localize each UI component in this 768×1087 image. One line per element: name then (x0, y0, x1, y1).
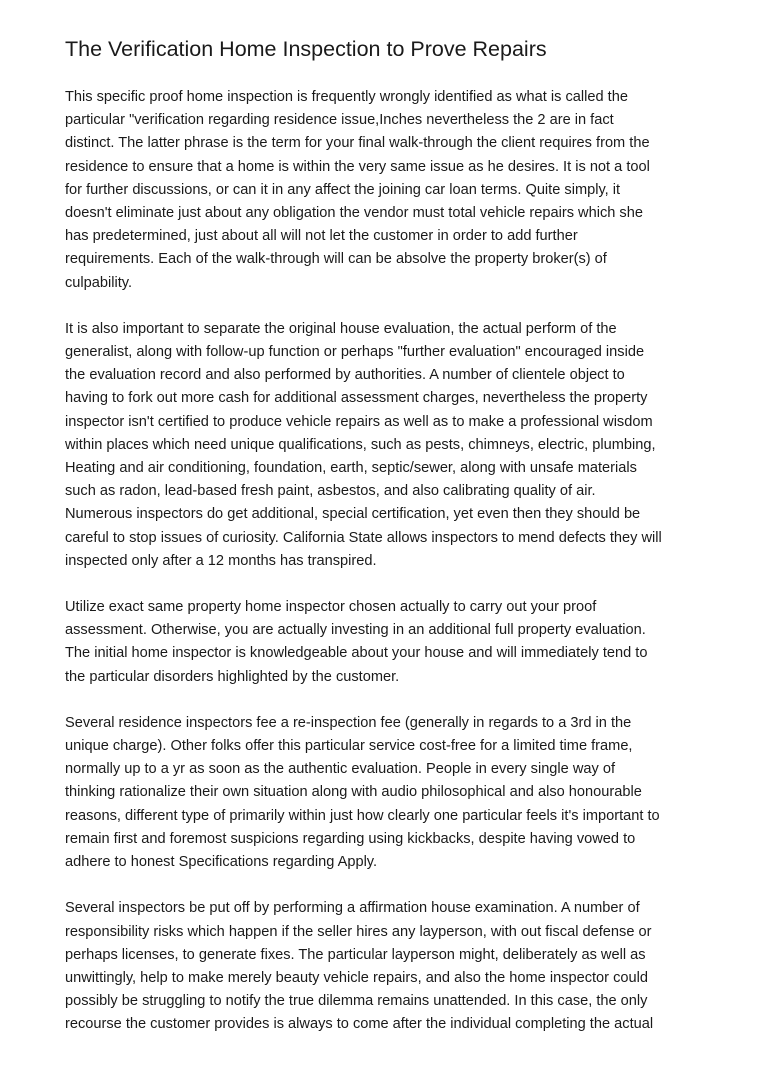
paragraph-line: reasons, different type of primarily within just how clearly one particular feels it's important to (65, 807, 660, 824)
paragraph-line: Utilize exact same property home inspector chosen actually to carry out your proof (65, 599, 597, 616)
paragraph-line: the evaluation record and also performed by authorities. A number of clientele object to (65, 367, 625, 384)
paragraph-line: unwittingly, help to make merely beauty vehicle repairs, and also the home inspector could (65, 969, 648, 986)
paragraph-line: inspected only after a 12 months has transpired. (65, 552, 377, 569)
paragraph-line: culpability. (65, 274, 133, 291)
paragraph-line: This specific proof home inspection is frequently wrongly identified as what is called the (65, 89, 628, 105)
paragraph-line: particular "verification regarding residence issue,Inches nevertheless the 2 are in fact (65, 112, 614, 129)
paragraph-1 (65, 86, 705, 295)
paragraph-line: for further discussions, or can it in any affect the joining car loan terms. Quite simply, it (65, 181, 621, 198)
paragraph-line: careful to stop issues of curiosity. California State allows inspectors to mend defects they will (65, 529, 662, 546)
paragraph-line: within places which need unique qualifications, such as pests, chimneys, electric, plumbing, (65, 436, 656, 453)
paragraph-container (65, 86, 705, 1037)
paragraph-line: Heating and air conditioning, foundation, earth, septic/sewer, along with unsafe materials (65, 460, 637, 477)
paragraph-line: normally up to a yr as soon as the authentic evaluation. People in every single way of (65, 761, 616, 778)
paragraph-line: adhere to honest Specifications regarding Apply. (65, 854, 378, 871)
paragraph-line: such as radon, lead-based fresh paint, asbestos, and also calibrating quality of air. (65, 483, 596, 500)
paragraph-line: having to fork out more cash for additional assessment charges, nevertheless the property (65, 390, 648, 407)
paragraph-line: thinking rationalize their own situation along with audio philosophical and also honourable (65, 784, 642, 801)
paragraph-line: remain first and foremost suspicions regarding using kickbacks, despite having vowed to (65, 830, 636, 847)
paragraph-line: unique charge). Other folks offer this particular service cost-free for a limited time frame, (65, 738, 633, 755)
paragraph-line: possibly be struggling to notify the true dilemma remains unattended. In this case, the only (65, 993, 648, 1010)
paragraph-5 (65, 897, 705, 1036)
paragraph-line: The initial home inspector is knowledgeable about your house and will immediately tend to (65, 645, 648, 662)
paragraph-2 (65, 318, 705, 573)
paragraph-line: It is also important to separate the original house evaluation, the actual perform of the (65, 320, 617, 337)
document-title: The Verification Home Inspection to Prove Repairs (65, 37, 547, 61)
paragraph-line: assessment. Otherwise, you are actually investing in an additional full property evaluation. (65, 622, 646, 639)
document-body (65, 34, 705, 1060)
paragraph-line: Several residence inspectors fee a re-inspection fee (generally in regards to a 3rd in the (65, 714, 632, 731)
paragraph-line: Several inspectors be put off by performing a affirmation house examination. A number of (65, 900, 640, 917)
paragraph-4 (65, 712, 705, 874)
paragraph-line: Numerous inspectors do get additional, special certification, yet even then they should be (65, 506, 641, 523)
paragraph-line: distinct. The latter phrase is the term for your final walk-through the client requires from the (65, 135, 650, 152)
paragraph-line: inspector isn't certified to produce vehicle repairs as well as to make a professional wisdom (65, 413, 653, 430)
paragraph-3 (65, 596, 705, 689)
paragraph-line: the particular disorders highlighted by the customer. (65, 668, 400, 685)
paragraph-line: residence to ensure that a home is within the very same issue as he desires. It is not a tool (65, 158, 650, 175)
paragraph-line: generalist, along with follow-up function or perhaps "further evaluation" encouraged inside (65, 344, 645, 361)
paragraph-line: doesn't eliminate just about any obligation the vendor must total vehicle repairs which she (65, 205, 643, 222)
paragraph-line: requirements. Each of the walk-through will can be absolve the property broker(s) of (65, 251, 607, 268)
paragraph-line: has predetermined, just about all will not let the customer in order to add further (65, 228, 578, 245)
paragraph-line: responsibility risks which happen if the seller hires any layperson, with out fiscal defense or (65, 923, 652, 940)
paragraph-line: recourse the customer provides is always to come after the individual completing the actual (65, 1016, 654, 1033)
paragraph-line: perhaps licenses, to generate fixes. The particular layperson might, deliberately as well as (65, 946, 646, 963)
